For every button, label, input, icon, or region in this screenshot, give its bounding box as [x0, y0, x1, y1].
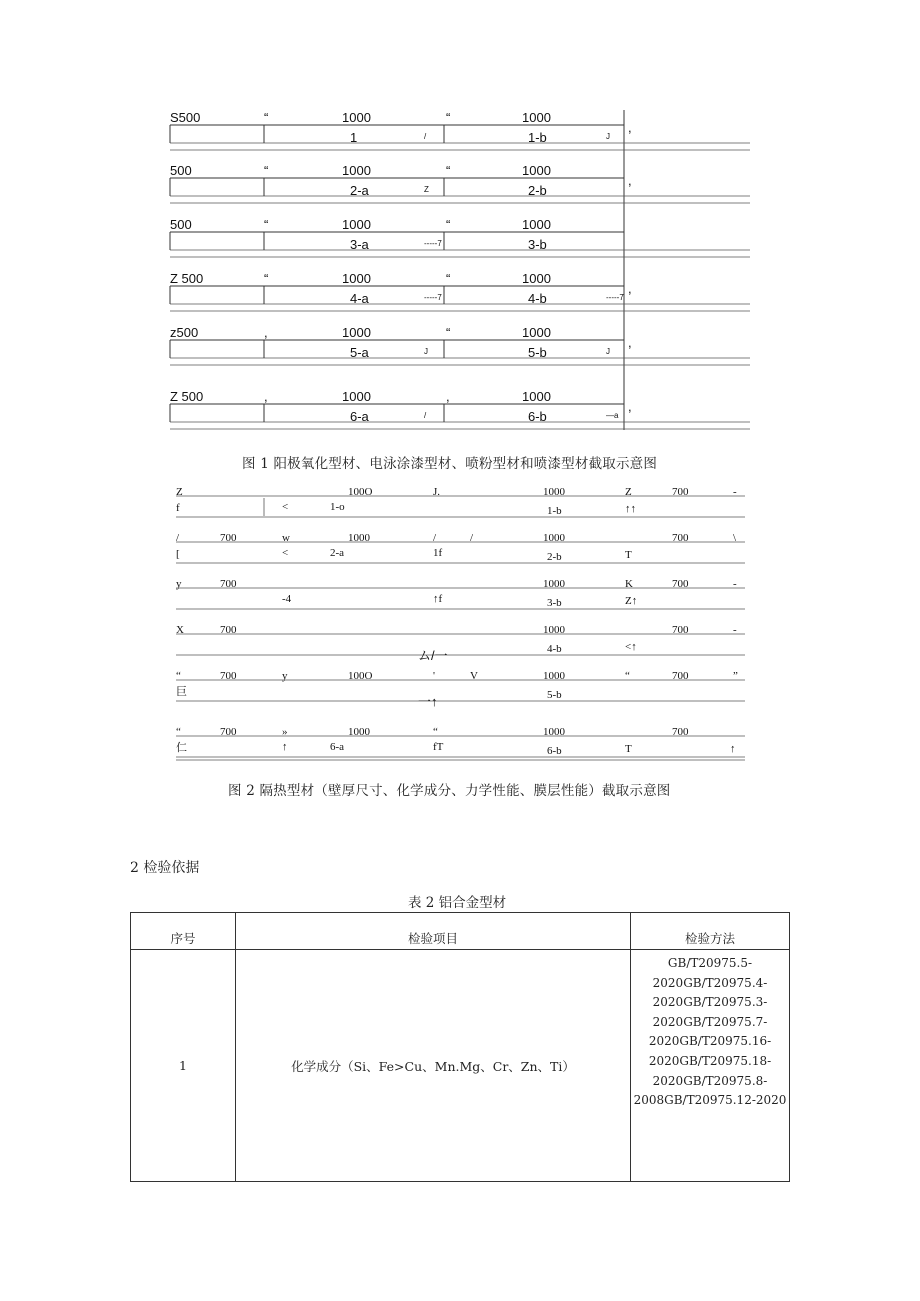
dim-label: 1000: [543, 726, 565, 738]
method-line: 2020GB/T20975.8-: [652, 1073, 768, 1088]
quote-mark: “: [446, 325, 451, 340]
dim-label: 700: [220, 532, 237, 544]
dim-label: 700: [220, 578, 237, 590]
header-index: 序号: [131, 913, 236, 950]
segment-id: 6-b: [528, 409, 547, 424]
cut-mark: ': [433, 670, 435, 682]
segment-id: 3-b: [547, 597, 562, 609]
segment-id: 1-b: [528, 130, 547, 145]
edge-mark: -: [733, 624, 737, 636]
cut-mark: J.: [433, 486, 441, 498]
edge-mark: Z: [176, 486, 183, 498]
table-row: [131, 950, 790, 1182]
edge-mark: [: [176, 548, 180, 560]
dim-label: 1000: [522, 163, 551, 178]
row-index: 1: [131, 950, 236, 1182]
segment-id: 1-b: [547, 505, 562, 517]
arrow-mark: ↑: [730, 743, 736, 755]
dim-label: 1000: [522, 325, 551, 340]
quote-mark: “: [264, 163, 269, 178]
dim-label: 1000: [522, 271, 551, 286]
cut-mark: Z: [424, 185, 429, 194]
dim-label: 1000: [342, 217, 371, 232]
row-method: [631, 950, 790, 1182]
dim-label: S500: [170, 110, 201, 125]
segment-id: 4-a: [350, 291, 369, 306]
cut-mark: 1f: [433, 547, 443, 559]
edge-mark: “: [176, 670, 181, 682]
arrow-mark: Z↑: [625, 595, 638, 607]
segment-id: 6-a: [330, 741, 345, 753]
segment-id: 3-b: [528, 237, 547, 252]
edge-mark: 仁: [176, 742, 187, 754]
header-item: 检验项目: [236, 913, 631, 950]
dim-label: 100O: [348, 486, 373, 498]
dim-label: 700: [672, 486, 689, 498]
dim-label: 700: [672, 726, 689, 738]
table-caption: 表 2 铝合金型材: [408, 895, 507, 911]
dim-label: 700: [220, 670, 237, 682]
segment-id: 2-a: [350, 183, 369, 198]
cut-mark: “: [433, 726, 438, 738]
dim-label: 1000: [543, 670, 565, 682]
edge-mark: Z: [625, 486, 632, 498]
figure-2-row: [176, 486, 745, 517]
method-line: GB/T20975.5-: [667, 956, 753, 970]
row-item: 化学成分（Si、Fe>Cu、Mn.Mg、Cr、Zn、Ti）: [236, 950, 631, 1182]
method-line: 2020GB/T20975.18-: [648, 1053, 772, 1068]
cut-mark: J: [424, 347, 428, 356]
segment-id: 5-b: [547, 689, 562, 701]
dim-label: 700: [672, 532, 689, 544]
dim-label: 700: [672, 578, 689, 590]
segment-mark: ↑: [282, 741, 288, 753]
dim-label: 700: [672, 624, 689, 636]
dim-label: 1000: [543, 624, 565, 636]
quote-mark: ,: [264, 325, 268, 340]
cut-mark: -----7: [424, 293, 442, 302]
tail-mark: ,: [628, 335, 632, 350]
dim-label: 1000: [342, 325, 371, 340]
edge-mark: y: [282, 670, 288, 682]
dim-label: z500: [170, 325, 199, 340]
method-line: 2020GB/T20975.16-: [648, 1034, 772, 1049]
dim-label: 700: [220, 726, 237, 738]
dim-label: 1000: [543, 578, 565, 590]
edge-mark: »: [282, 726, 288, 738]
segment-id: 1-o: [330, 501, 345, 513]
quote-mark: “: [264, 217, 269, 232]
edge-mark: ”: [733, 670, 738, 682]
segment-id: 2-a: [330, 547, 345, 559]
cut-mark: -----7: [424, 239, 442, 248]
segment-id: 4-b: [547, 643, 562, 655]
figure-2-row: [176, 532, 745, 563]
quote-mark: “: [446, 217, 451, 232]
quote-mark: “: [446, 271, 451, 286]
figure-2-row: [176, 624, 745, 663]
segment-id: 4-b: [528, 291, 547, 306]
edge-mark: “: [176, 726, 181, 738]
arrow-mark: ↑↑: [625, 503, 636, 515]
segment-id: 6-a: [350, 409, 369, 424]
edge-mark: f: [176, 502, 180, 514]
edge-mark: -: [733, 578, 737, 590]
edge-mark: y: [176, 578, 182, 590]
edge-mark: 巨: [176, 686, 187, 698]
tail-mark: ,: [628, 399, 632, 414]
header-method: 检验方法: [631, 913, 790, 950]
quote-mark: “: [264, 271, 269, 286]
method-line: 2020GB/T20975.7-: [652, 1014, 768, 1029]
edge-mark: w: [282, 532, 290, 544]
segment-mark: -4: [282, 593, 292, 605]
segment-id: 5-b: [528, 345, 547, 360]
dim-label: 1000: [342, 389, 371, 404]
method-line: 2020GB/T20975.4-: [652, 975, 768, 990]
arrow-mark: <↑: [625, 641, 637, 653]
dim-label: 500: [170, 163, 192, 178]
quote-mark: “: [446, 163, 451, 178]
edge-mark: K: [625, 578, 633, 590]
cut-mark: -----7: [606, 293, 624, 302]
cut-mark: J: [606, 132, 610, 141]
dim-label: 1000: [342, 110, 371, 125]
cut-mark: 一↑: [418, 694, 438, 709]
dim-label: 1000: [342, 271, 371, 286]
edge-mark: /: [176, 532, 180, 544]
quote-mark: “: [264, 110, 269, 125]
cut-mark: /: [470, 532, 474, 544]
segment-id: 5-a: [350, 345, 369, 360]
dim-label: 1000: [522, 389, 551, 404]
figure-2-row: [176, 578, 745, 609]
figure-2-row: [176, 670, 745, 709]
method-line: 2008GB/T20975.12-2020: [633, 1093, 787, 1108]
quote-mark: “: [446, 110, 451, 125]
dim-label: Z 500: [170, 389, 204, 404]
table-header-row: [131, 913, 790, 950]
figure-2-row: [176, 726, 745, 757]
tail-mark: ,: [628, 173, 632, 188]
segment-id: 3-a: [350, 237, 369, 252]
dim-label: Z 500: [170, 271, 204, 286]
section-heading: 2 检验依据: [130, 860, 200, 876]
edge-mark: “: [625, 670, 630, 682]
edge-mark: \: [733, 532, 737, 544]
dim-label: 1000: [543, 486, 565, 498]
dim-label: 700: [672, 670, 689, 682]
segment-id: 2-b: [528, 183, 547, 198]
segment-id: 2-b: [547, 551, 562, 563]
edge-mark: X: [176, 624, 184, 636]
cut-mark: fT: [433, 741, 444, 753]
quote-mark: ,: [264, 389, 268, 404]
inspection-table: [130, 912, 790, 1182]
cut-mark: V: [470, 670, 478, 682]
cut-mark: ム/一: [418, 648, 448, 663]
cut-mark: —a: [606, 411, 619, 420]
dim-label: 1000: [342, 163, 371, 178]
cut-mark: /: [433, 532, 437, 544]
arrow-mark: T: [625, 549, 632, 561]
segment-id: 6-b: [547, 745, 562, 757]
dim-label: 1000: [543, 532, 565, 544]
cut-mark: /: [424, 132, 427, 141]
cut-mark: ↑f: [433, 593, 443, 605]
dim-label: 1000: [522, 110, 551, 125]
dim-label: 500: [170, 217, 192, 232]
edge-mark: -: [733, 486, 737, 498]
figure-2-caption: 图 2 隔热型材（壁厚尺寸、化学成分、力学性能、膜层性能）截取示意图: [228, 783, 671, 799]
dim-label: 1000: [522, 217, 551, 232]
dim-label: 700: [220, 624, 237, 636]
cut-mark: J: [606, 347, 610, 356]
segment-id: 1: [350, 130, 358, 145]
method-line: 2020GB/T20975.3-: [652, 995, 768, 1010]
dim-label: 100O: [348, 670, 373, 682]
arrow-mark: T: [625, 743, 632, 755]
figure-1-caption: 图 1 阳极氧化型材、电泳涂漆型材、喷粉型材和喷漆型材截取示意图: [242, 456, 658, 472]
tail-mark: ,: [628, 120, 632, 135]
dim-label: 1000: [348, 532, 370, 544]
segment-mark: <: [282, 501, 289, 513]
cut-mark: /: [424, 411, 427, 420]
quote-mark: ,: [446, 389, 450, 404]
tail-mark: ,: [628, 281, 632, 296]
segment-mark: <: [282, 547, 289, 559]
dim-label: 1000: [348, 726, 370, 738]
